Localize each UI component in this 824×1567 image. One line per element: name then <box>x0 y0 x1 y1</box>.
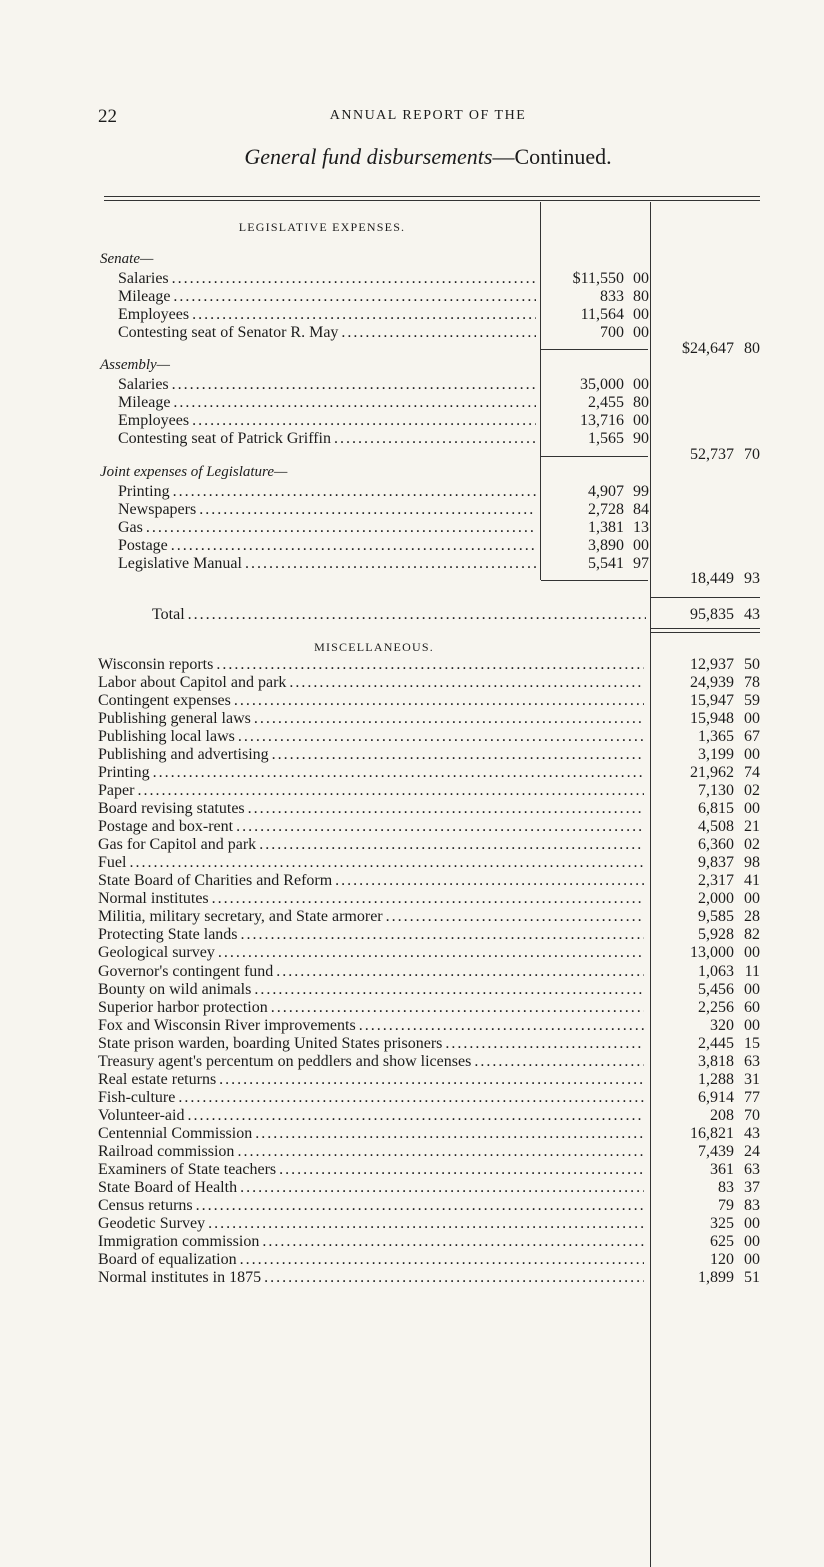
item-dollars: 833 <box>600 288 624 305</box>
misc-item-cents: 63 <box>744 1052 760 1070</box>
misc-item <box>98 836 644 854</box>
assembly-subtotal-rule <box>541 456 648 457</box>
item-label: Salaries . . . <box>118 270 536 288</box>
misc-item-dollars: 2,000 <box>698 890 734 908</box>
misc-item-cents: 00 <box>744 980 760 998</box>
misc-item-label: Immigration commission . . . <box>98 1233 644 1251</box>
misc-item-label: Paper . . . <box>98 782 644 800</box>
total-bottom-rule-2 <box>650 632 760 633</box>
item-label: Mileage . . . <box>118 288 536 306</box>
item-cents: 80 <box>633 288 649 305</box>
line-item <box>118 430 536 448</box>
misc-item-label: Postage and box-rent . . . <box>98 818 644 836</box>
item-cents: 13 <box>633 519 649 536</box>
misc-item-label: Bounty on wild animals . . . <box>98 981 644 999</box>
misc-item-cents: 24 <box>744 1142 760 1160</box>
misc-item-dollars: 208 <box>710 1106 734 1124</box>
assembly-label: Assembly— <box>100 357 170 373</box>
misc-item <box>98 710 644 728</box>
misc-item-label: Board of equalization . . . <box>98 1251 644 1269</box>
misc-item-dollars: 1,063 <box>698 962 734 980</box>
page-subtitle <box>98 144 758 170</box>
misc-item-cents: 41 <box>744 872 760 890</box>
misc-item-dollars: 7,130 <box>698 782 734 800</box>
item-dollars: 5,541 <box>588 555 624 572</box>
misc-item-label: Real estate returns . . . <box>98 1071 644 1089</box>
misc-item-cents: 28 <box>744 908 760 926</box>
misc-item-dollars: 21,962 <box>690 764 734 782</box>
running-head: ANNUAL REPORT OF THE <box>329 108 527 123</box>
misc-item-dollars: 83 <box>718 1178 734 1196</box>
misc-item-dollars: 1,899 <box>698 1269 734 1287</box>
legislative-heading: LEGISLATIVE EXPENSES. <box>238 220 406 234</box>
misc-item-cents: 67 <box>744 728 760 746</box>
misc-item-cents: 77 <box>744 1088 760 1106</box>
joint-subtotal-rule <box>541 580 648 581</box>
misc-item-cents: 00 <box>744 1016 760 1034</box>
misc-item-cents: 02 <box>744 836 760 854</box>
misc-item-cents: 00 <box>744 746 760 764</box>
item-cents: 90 <box>633 430 649 447</box>
misc-item-cents: 11 <box>744 962 760 980</box>
misc-item-cents: 00 <box>744 944 760 962</box>
misc-item-label: Fish-culture . . . <box>98 1089 644 1107</box>
item-dollars: 2,728 <box>588 501 624 518</box>
misc-item-label: Superior harbor protection . . . <box>98 999 644 1017</box>
misc-item <box>98 674 644 692</box>
assembly-subtotal-dollars: 52,737 <box>690 446 734 463</box>
misc-item <box>98 854 644 872</box>
total-label: Total . . . <box>152 606 646 624</box>
misc-item-label: Publishing and advertising . . . <box>98 746 644 764</box>
misc-item <box>98 1053 644 1071</box>
misc-item-dollars: 6,360 <box>698 836 734 854</box>
item-label: Gas . . . <box>118 519 536 537</box>
col-rule-items <box>540 202 541 580</box>
misc-item-dollars: 7,439 <box>698 1142 734 1160</box>
misc-item-cents: 59 <box>744 692 760 710</box>
misc-item-cents: 83 <box>744 1196 760 1214</box>
misc-item-label: Militia, military secretary, and State armorer . . . <box>98 908 644 926</box>
misc-item-cents: 02 <box>744 782 760 800</box>
item-cents: 99 <box>633 483 649 500</box>
misc-item-dollars: 325 <box>710 1214 734 1232</box>
misc-item <box>98 872 644 890</box>
misc-item <box>98 1179 644 1197</box>
line-item <box>118 270 536 288</box>
total-dollars: 95,835 <box>690 606 734 623</box>
misc-item-label: State Board of Charities and Reform . . . <box>98 872 644 890</box>
top-rule-1 <box>104 196 760 197</box>
line-item <box>118 306 536 324</box>
misc-item <box>98 1215 644 1233</box>
joint-label: Joint expenses of Legislature— <box>100 464 288 480</box>
misc-item <box>98 999 644 1017</box>
total-cents: 43 <box>744 606 760 623</box>
misc-item <box>98 800 644 818</box>
misc-item-label: Normal institutes . . . <box>98 890 644 908</box>
misc-item <box>98 1089 644 1107</box>
misc-item-dollars: 12,937 <box>690 656 734 673</box>
misc-item <box>98 692 644 710</box>
misc-item-dollars: 24,939 <box>690 674 734 692</box>
senate-subtotal-cents: 80 <box>744 340 760 357</box>
misc-item-dollars: 361 <box>710 1160 734 1178</box>
item-label: Employees . . . <box>118 412 536 430</box>
line-item <box>118 483 536 501</box>
misc-item-cents: 82 <box>744 926 760 944</box>
item-dollars: 700 <box>600 324 624 341</box>
item-label: Salaries . . . <box>118 376 536 394</box>
misc-item <box>98 890 644 908</box>
item-dollars: 2,455 <box>588 394 624 411</box>
misc-item <box>98 818 644 836</box>
misc-item-label: Wisconsin reports . . . <box>98 656 644 674</box>
misc-item-label: Centennial Commission . . . <box>98 1125 644 1143</box>
page-number: 22 <box>98 106 117 127</box>
line-item <box>118 537 536 555</box>
misc-item-cents: 31 <box>744 1070 760 1088</box>
misc-item-cents: 60 <box>744 998 760 1016</box>
misc-item <box>98 1017 644 1035</box>
item-cents: 00 <box>633 412 649 429</box>
item-cents: 00 <box>633 270 649 287</box>
misc-item <box>98 908 644 926</box>
misc-item-label: Geological survey . . . <box>98 944 644 962</box>
item-label: Contesting seat of Patrick Griffin . . . <box>118 430 536 448</box>
misc-item-dollars: 2,445 <box>698 1034 734 1052</box>
item-cents: 00 <box>633 306 649 323</box>
misc-item <box>98 1251 644 1269</box>
line-item <box>118 324 536 342</box>
item-dollars: 13,716 <box>580 412 624 429</box>
misc-item <box>98 1107 644 1125</box>
misc-item-cents: 21 <box>744 818 760 836</box>
misc-item-cents: 15 <box>744 1034 760 1052</box>
misc-item-label: Labor about Capitol and park . . . <box>98 674 644 692</box>
item-label: Employees . . . <box>118 306 536 324</box>
misc-item-cents: 70 <box>744 1106 760 1124</box>
line-item <box>118 555 536 573</box>
misc-item-label: Geodetic Survey . . . <box>98 1215 644 1233</box>
misc-item <box>98 1233 644 1251</box>
misc-item <box>98 782 644 800</box>
misc-heading: MISCELLANEOUS. <box>314 640 434 654</box>
misc-item-cents: 63 <box>744 1160 760 1178</box>
misc-item-cents: 00 <box>744 890 760 908</box>
misc-item-cents: 00 <box>744 1214 760 1232</box>
senate-label: Senate— <box>100 251 154 267</box>
misc-item-label: Publishing local laws . . . <box>98 728 644 746</box>
misc-item-label: Volunteer-aid . . . <box>98 1107 644 1125</box>
misc-item-cents: 00 <box>744 800 760 818</box>
subtitle-rest: —Continued. <box>492 144 612 169</box>
misc-item <box>98 1161 644 1179</box>
misc-item-dollars: 4,508 <box>698 818 734 836</box>
top-rule-2 <box>104 200 760 201</box>
item-label: Postage . . . <box>118 537 536 555</box>
line-item <box>118 501 536 519</box>
item-label: Legislative Manual . . . <box>118 555 536 573</box>
misc-item <box>98 1035 644 1053</box>
misc-item-label: Printing . . . <box>98 764 644 782</box>
joint-subtotal-cents: 93 <box>744 570 760 587</box>
misc-item-cents: 43 <box>744 1124 760 1142</box>
misc-item-label: Normal institutes in 1875 . . . <box>98 1269 644 1287</box>
misc-item-dollars: 15,948 <box>690 710 734 728</box>
misc-item-cents: 00 <box>744 710 760 728</box>
item-dollars: 1,381 <box>588 519 624 536</box>
page-header <box>98 106 758 130</box>
misc-item-label: Census returns . . . <box>98 1197 644 1215</box>
misc-item-dollars: 1,288 <box>698 1070 734 1088</box>
joint-subtotal-dollars: 18,449 <box>690 570 734 587</box>
misc-item-label: State prison warden, boarding United States prisoners . . . <box>98 1035 644 1053</box>
misc-item-dollars: 2,256 <box>698 998 734 1016</box>
item-cents: 97 <box>633 555 649 572</box>
misc-item <box>98 981 644 999</box>
misc-item-dollars: 13,000 <box>690 944 734 962</box>
line-item <box>118 519 536 537</box>
misc-item-label: State Board of Health . . . <box>98 1179 644 1197</box>
assembly-subtotal-cents: 70 <box>744 446 760 463</box>
line-item <box>118 412 536 430</box>
item-label: Printing . . . <box>118 483 536 501</box>
misc-item-dollars: 6,914 <box>698 1088 734 1106</box>
misc-item-label: Governor's contingent fund . . . <box>98 963 644 981</box>
misc-item <box>98 1197 644 1215</box>
misc-item-label: Protecting State lands . . . <box>98 926 644 944</box>
item-dollars: 4,907 <box>588 483 624 500</box>
misc-item <box>98 1143 644 1161</box>
col-rule-totals <box>650 202 651 1567</box>
misc-item-dollars: 6,815 <box>698 800 734 818</box>
total-top-rule <box>650 597 760 598</box>
misc-item-dollars: 3,199 <box>698 746 734 764</box>
item-label: Newspapers . . . <box>118 501 536 519</box>
misc-item <box>98 1071 644 1089</box>
misc-item-cents: 74 <box>744 764 760 782</box>
misc-item-dollars: 120 <box>710 1250 734 1268</box>
misc-item-dollars: 2,317 <box>698 872 734 890</box>
misc-item-dollars: 9,837 <box>698 854 734 872</box>
misc-item-dollars: 9,585 <box>698 908 734 926</box>
misc-item-dollars: 5,456 <box>698 980 734 998</box>
senate-subtotal-rule <box>541 349 648 350</box>
misc-item-cents: 51 <box>744 1269 760 1287</box>
subtitle-italic: General fund disbursements <box>244 144 493 169</box>
misc-item <box>98 963 644 981</box>
item-cents: 00 <box>633 324 649 341</box>
misc-item-dollars: 1,365 <box>698 728 734 746</box>
misc-item-label: Examiners of State teachers . . . <box>98 1161 644 1179</box>
misc-item-cents: 00 <box>744 1232 760 1250</box>
misc-item-label: Fox and Wisconsin River improvements . . . <box>98 1017 644 1035</box>
misc-item-dollars: 15,947 <box>690 692 734 710</box>
misc-item <box>98 764 644 782</box>
misc-item-label: Railroad commission . . . <box>98 1143 644 1161</box>
misc-item-label: Contingent expenses . . . <box>98 692 644 710</box>
item-cents: 84 <box>633 501 649 518</box>
misc-item <box>98 1125 644 1143</box>
item-cents: 00 <box>633 537 649 554</box>
misc-item-cents: 50 <box>744 656 760 673</box>
item-dollars: 11,564 <box>580 306 624 323</box>
misc-item-cents: 37 <box>744 1178 760 1196</box>
misc-item <box>98 1269 644 1287</box>
line-item <box>118 376 536 394</box>
item-dollars: 3,890 <box>588 537 624 554</box>
misc-item-dollars: 16,821 <box>690 1124 734 1142</box>
item-cents: 80 <box>633 394 649 411</box>
item-label: Mileage . . . <box>118 394 536 412</box>
misc-item <box>98 728 644 746</box>
misc-item-cents: 78 <box>744 674 760 692</box>
misc-item-label: Gas for Capitol and park . . . <box>98 836 644 854</box>
misc-item-dollars: 320 <box>710 1016 734 1034</box>
misc-item <box>98 944 644 962</box>
misc-item-label: Board revising statutes . . . <box>98 800 644 818</box>
item-cents: 00 <box>633 376 649 393</box>
misc-item-cents: 98 <box>744 854 760 872</box>
item-dollars: 35,000 <box>580 376 624 393</box>
misc-item-dollars: 3,818 <box>698 1052 734 1070</box>
senate-subtotal-dollars: $24,647 <box>682 340 734 357</box>
misc-item-label: Treasury agent's percentum on peddlers and show licenses . . . <box>98 1053 644 1071</box>
line-item <box>118 394 536 412</box>
misc-item-dollars: 79 <box>718 1196 734 1214</box>
misc-item <box>98 926 644 944</box>
misc-item-dollars: 5,928 <box>698 926 734 944</box>
item-dollars: $11,550 <box>572 270 624 287</box>
item-dollars: 1,565 <box>588 430 624 447</box>
misc-item <box>98 746 644 764</box>
total-row <box>152 606 646 624</box>
misc-item-dollars: 625 <box>710 1232 734 1250</box>
total-bottom-rule-1 <box>650 628 760 629</box>
misc-item-label: Fuel . . . <box>98 854 644 872</box>
line-item <box>118 288 536 306</box>
misc-item-cents: 00 <box>744 1250 760 1268</box>
misc-item-label: Publishing general laws . . . <box>98 710 644 728</box>
item-label: Contesting seat of Senator R. May . . . <box>118 324 536 342</box>
misc-item <box>98 656 644 674</box>
